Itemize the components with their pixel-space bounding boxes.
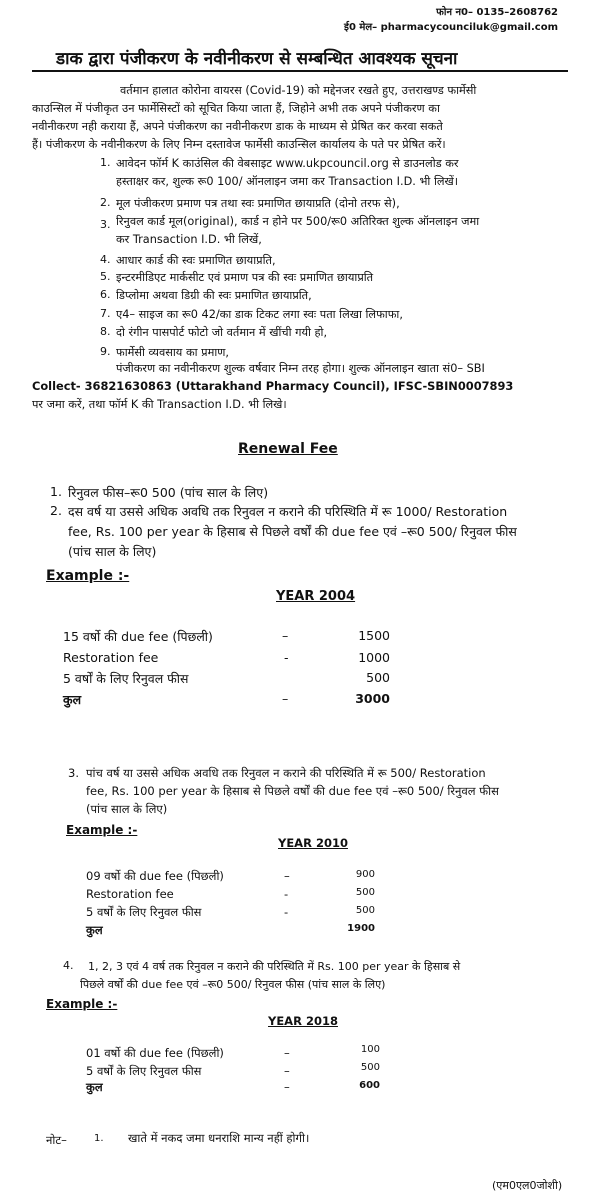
list-item: आवेदन फॉर्म K काउंसिल की वेबसाइट www.ukpcouncil.org से डाउनलोड कर [116,157,459,170]
example-row-label: कुल [86,1080,103,1094]
example-label: Example :- [66,823,138,837]
list-item-number: 2. [100,196,111,209]
example-row-label: 5 वर्षों के लिए रिनुवल फीस [86,1064,202,1078]
list-item-number: 3. [100,218,111,231]
example-year: YEAR 2018 [268,1014,338,1028]
example-label: Example :- [46,568,130,584]
example-row-label: कुल [63,692,82,707]
rule-2-line-2: fee, Rs. 100 per year के हिसाब से पिछले वर्षों की due fee एवं –रू0 500/ रिनुवल फीस [68,524,517,539]
list-item: डिप्लोमा अथवा डिग्री की स्वः प्रमाणित छायाप्रति, [116,289,312,302]
example-row-amount: 1900 [347,923,375,934]
rule-4-line-2: पिछले वर्षों की due fee एवं –रू0 500/ रिनुवल फीस (पांच साल के लिए) [80,978,386,991]
example-row-label: 01 वर्षो की due fee (पिछली) [86,1046,224,1060]
example-year: YEAR 2010 [278,836,348,850]
list-item-continued: हस्ताक्षर कर, शुल्क रू0 100/ ऑनलाइन जमा कर Transaction I.D. भी लिखें। [116,175,459,188]
example-row-amount: 100 [360,1044,380,1055]
example-row-amount: 900 [355,869,375,880]
example-row-dash: - [284,650,289,665]
rule-number: 4. [63,959,74,972]
rule-3-line-1: पांच वर्ष या उससे अधिक अवधि तक रिनुवल न कराने की परिस्थिति में रू 500/ Restoration [86,766,486,780]
rule-2-line-3: (पांच साल के लिए) [68,544,157,559]
list-item: इन्टरमीडिएट मार्कसीट एवं प्रमाण पत्र की स्वः प्रमाणित छायाप्रति [116,271,374,284]
example-row-dash: - [284,905,289,919]
example-row-amount: 600 [359,1080,380,1091]
example-row-label: 5 वर्षों के लिए रिनुवल फीस [63,671,189,686]
example-row-amount: 3000 [355,691,390,706]
example-row-amount: 500 [355,905,375,916]
note-label: नोट– [46,1133,67,1147]
list-item: मूल पंजीकरण प्रमाण पत्र तथा स्वः प्रमाणित छायाप्रति (दोनो तरफ से), [116,197,400,210]
list-item: रिनुवल कार्ड मूल(original), कार्ड न होने पर 500/रू0 अतिरिक्त शुल्क ऑनलाइन जमा [116,215,480,228]
example-row-label: 15 वर्षो की due fee (पिछली) [63,629,213,644]
rule-2-line-1: दस वर्ष या उससे अधिक अवधि तक रिनुवल न कराने की परिस्थिति में रू 1000/ Restoration [68,504,508,519]
list-item-number: 6. [100,288,111,301]
example-row-amount: 500 [366,670,390,685]
phone-number: फोन न0– 0135–2608762 [436,7,558,18]
list-item-number: 4. [100,253,111,266]
example-row-dash: – [284,1046,290,1060]
rule-number: 2. [50,503,62,518]
fee-note-line-1: पंजीकरण का नवीनीकरण शुल्क वर्षवार निम्न तरह होगा। शुल्क ऑनलाइन खाता सं0– SBI [116,362,485,375]
title-underline [32,70,568,72]
intro-line-1: वर्तमान हालात कोरोना वायरस (Covid-19) को मद्देनजर रखते हुए, उत्तराखण्ड फार्मेसी [120,84,477,97]
list-item: ए4– साइज का रू0 42/का डाक टिकट लगा स्वः पता लिखा लिफाफा, [116,308,403,321]
intro-line-2: काउन्सिल में पंजीकृत उन फार्मेसिस्टों को सूचित किया जाता हैं, जिहोने अभी तक अपने पंजीकरण का [32,102,440,115]
list-item-number: 1. [100,156,111,169]
list-item-number: 7. [100,307,111,320]
list-item: आधार कार्ड की स्वः प्रमाणित छायाप्रति, [116,254,276,267]
example-row-dash: – [284,869,290,883]
list-item-number: 5. [100,270,111,283]
list-item-continued: कर Transaction I.D. भी लिखें, [116,233,262,246]
rule-1: रिनुवल फीस–रू0 500 (पांच साल के लिए) [68,485,269,500]
example-row-amount: 1000 [358,650,390,665]
list-item: फार्मेसी व्यवसाय का प्रमाण, [116,346,230,359]
rule-number: 1. [50,484,62,499]
rule-3-line-3: (पांच साल के लिए) [86,802,168,816]
page-title: डाक द्वारा पंजीकरण के नवीनीकरण से सम्बन्धित आवश्यक सूचना [56,49,458,69]
example-row-dash: – [284,1064,290,1078]
example-row-label: 5 वर्षों के लिए रिनुवल फीस [86,905,202,919]
fee-note-line-3: पर जमा करें, तथा फॉर्म K की Transaction I.D. भी लिखे। [32,398,287,411]
list-item-number: 9. [100,345,111,358]
rule-4-line-1: 1, 2, 3 एवं 4 वर्ष तक रिनुवल न कराने की परिस्थिति में Rs. 100 per year के हिसाब से [88,960,461,973]
rule-3-line-2: fee, Rs. 100 per year के हिसाब से पिछले वर्षों की due fee एवं –रू0 500/ रिनुवल फीस [86,784,499,798]
example-row-dash: - [284,887,289,901]
example-row-amount: 500 [360,1062,380,1073]
example-row-label: 09 वर्षो की due fee (पिछली) [86,869,224,883]
example-row-dash: – [282,691,289,706]
example-row-label: कुल [86,923,103,937]
list-item-number: 8. [100,325,111,338]
example-row-dash: – [282,628,289,643]
example-label: Example :- [46,997,118,1011]
example-row-amount: 1500 [358,628,390,643]
note-number: 1. [94,1133,104,1144]
signature-name: (एम0एल0जोशी) [492,1179,563,1192]
fee-note-line-2: Collect- 36821630863 (Uttarakhand Pharmacy Council), IFSC-SBIN0007893 [32,379,514,393]
renewal-fee-heading: Renewal Fee [238,441,338,457]
intro-line-3: नवीनीकरण नही कराया हैं, अपने पंजीकरण का नवीनीकरण डाक के माध्यम से प्रेषित कर करवा सकते [32,120,443,133]
example-row-label: Restoration fee [63,650,159,665]
example-row-label: Restoration fee [86,887,174,901]
example-row-dash: – [284,1080,290,1094]
rule-number: 3. [68,766,79,780]
email-address: ई0 मेल– pharmacycounciluk@gmail.com [344,22,558,33]
intro-line-4: हैं। पंजीकरण के नवीनीकरण के लिए निम्न दस्तावेज फार्मेसी काउन्सिल कार्यालय के पते पर प्रेषित करें। [32,138,446,151]
example-year: YEAR 2004 [276,589,356,604]
example-row-amount: 500 [355,887,375,898]
list-item: दो रंगीन पासपोर्ट फोटो जो वर्तमान में खींची गयी हो, [116,326,328,339]
note-text: खाते में नकद जमा धनराशि मान्य नहीं होगी। [128,1131,310,1145]
